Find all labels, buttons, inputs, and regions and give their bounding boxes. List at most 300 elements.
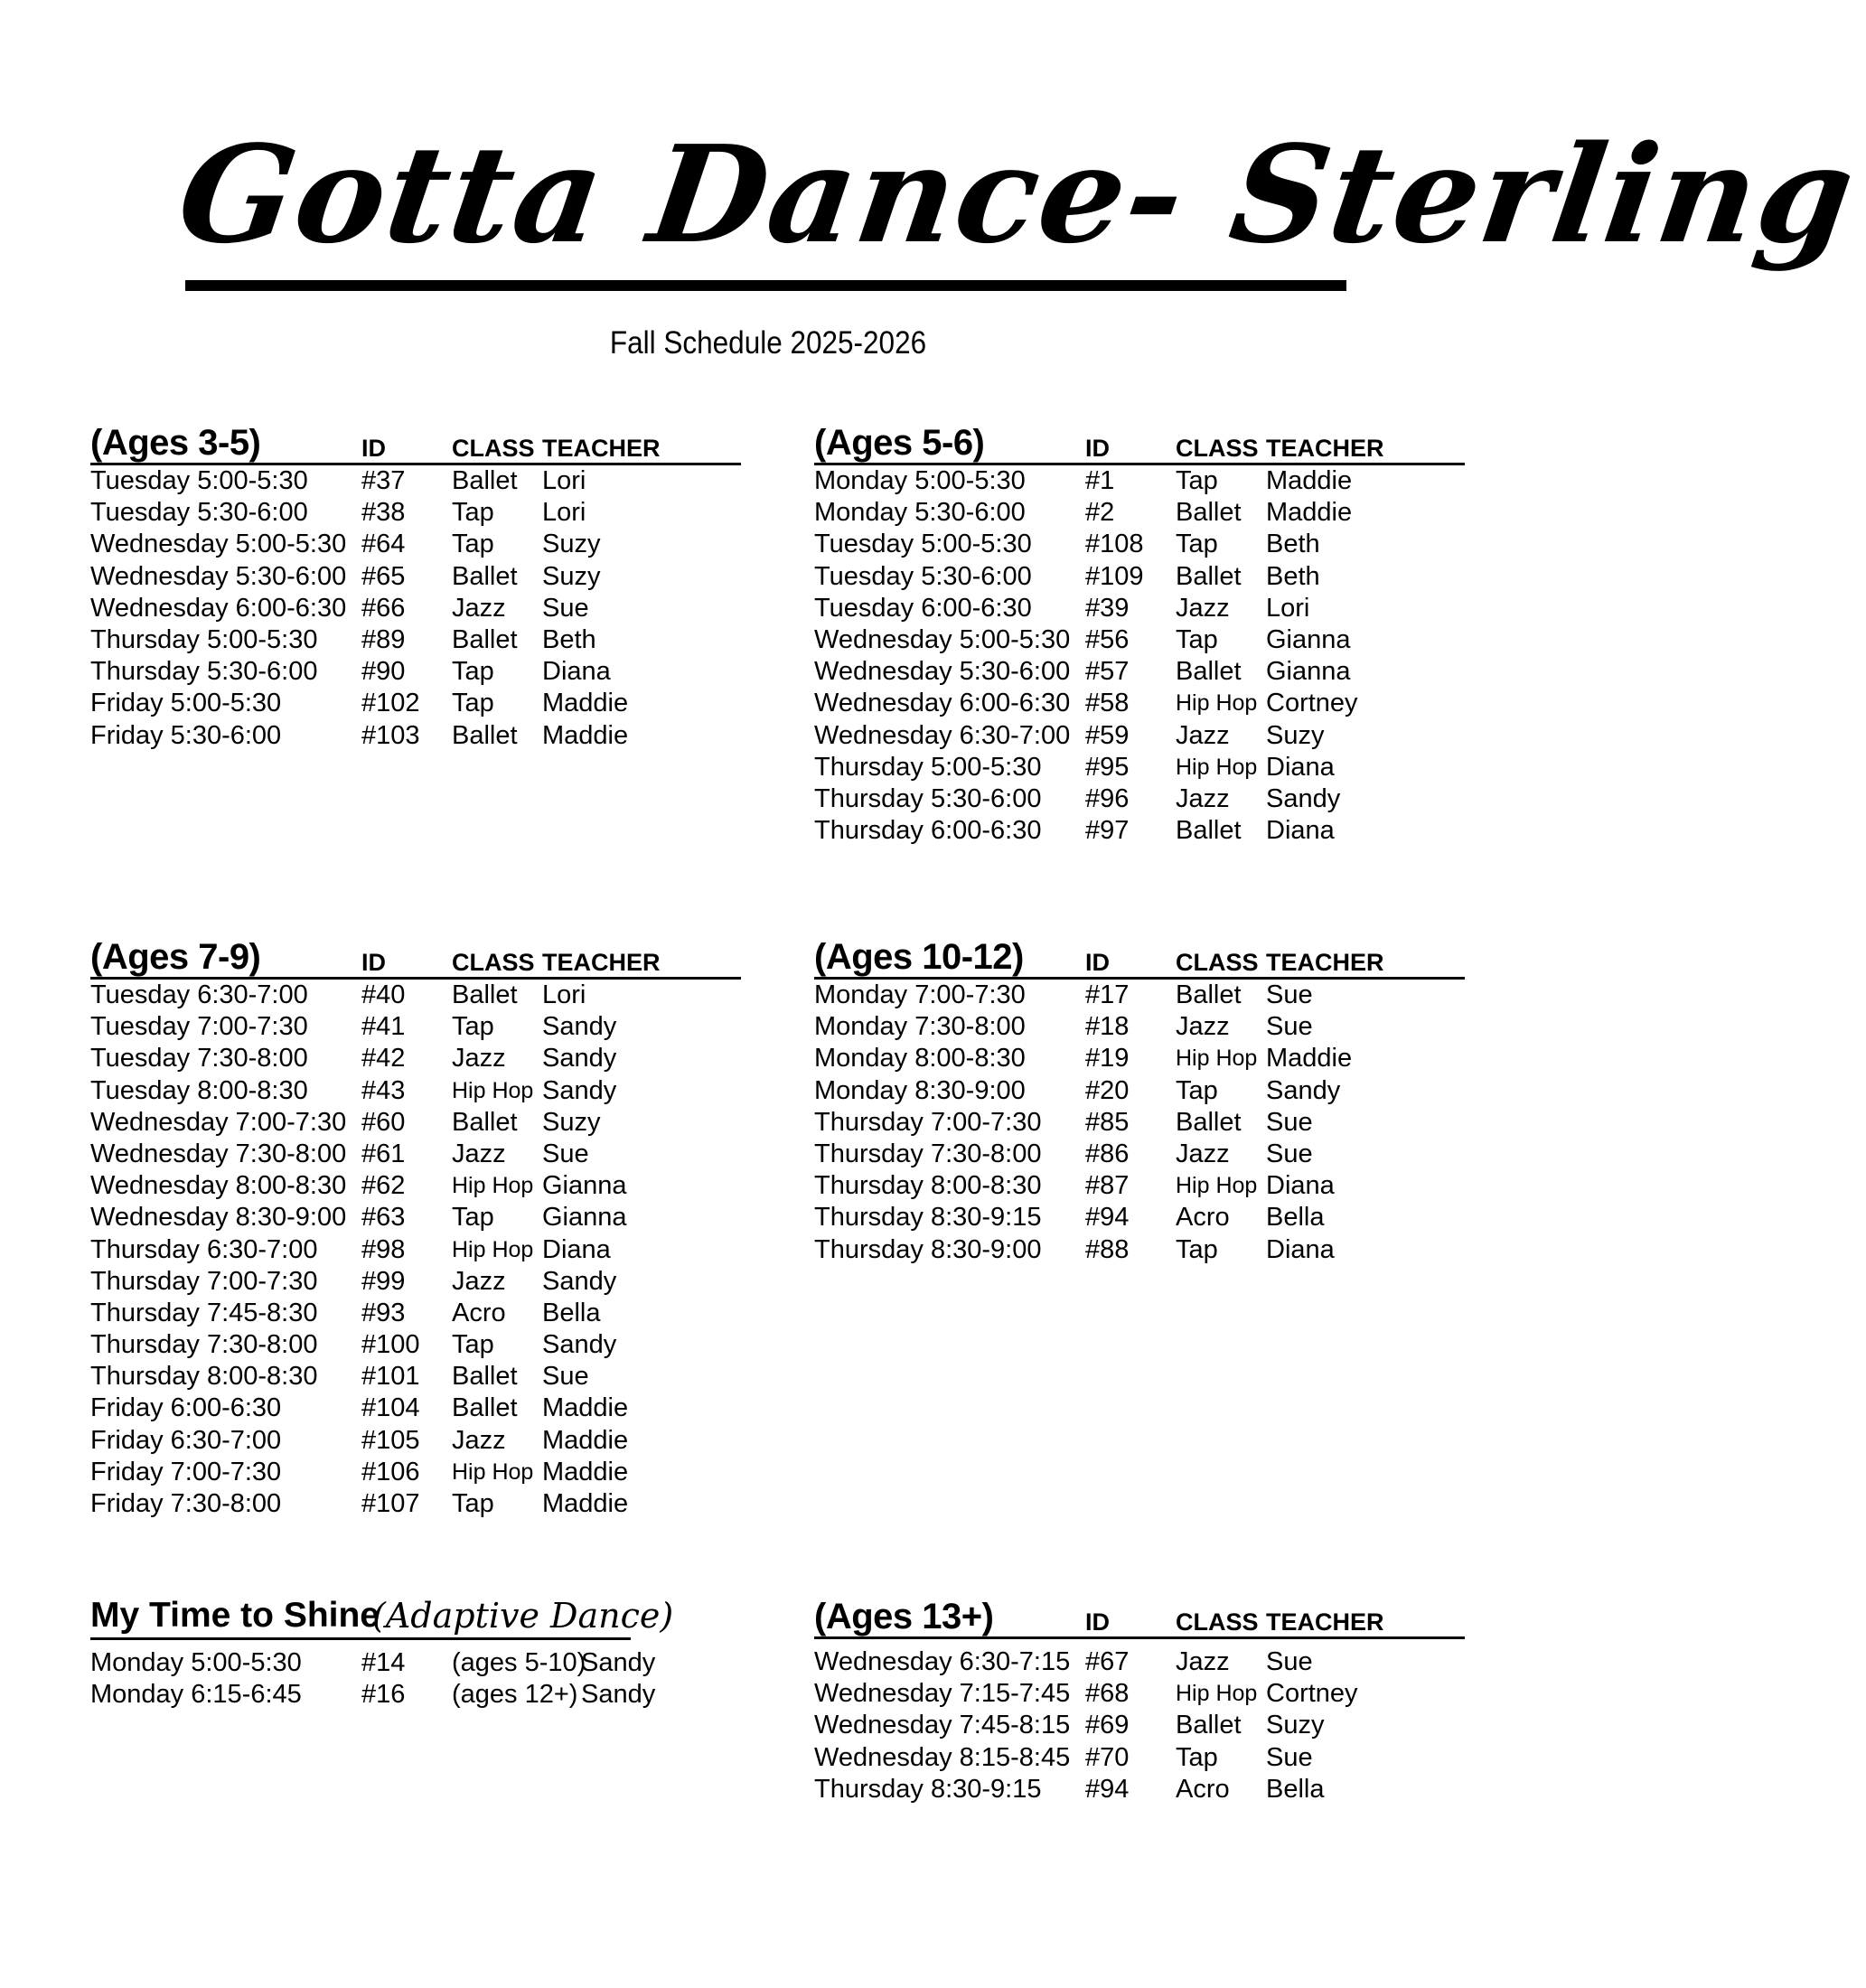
class-row bbox=[90, 529, 741, 560]
class-time: Friday 7:30-8:00 bbox=[90, 1489, 282, 1518]
class-time: Wednesday 6:30-7:00 bbox=[814, 720, 1071, 750]
class-time: Monday 5:00-5:30 bbox=[814, 466, 1026, 495]
class-id: #96 bbox=[1085, 783, 1130, 813]
class-id: #2 bbox=[1085, 498, 1115, 528]
class-teacher: Sue bbox=[1266, 1742, 1313, 1772]
class-row bbox=[814, 720, 1465, 752]
class-teacher: Maddie bbox=[1266, 1044, 1353, 1074]
class-name: Acro bbox=[1176, 1774, 1230, 1804]
class-teacher: Sandy bbox=[542, 1012, 617, 1042]
class-teacher: Diana bbox=[542, 1234, 611, 1264]
class-teacher: Diana bbox=[1266, 816, 1335, 846]
class-teacher: Suzy bbox=[1266, 1711, 1325, 1740]
class-id: #17 bbox=[1085, 980, 1130, 1009]
class-teacher: Lori bbox=[542, 980, 586, 1009]
class-time: Friday 6:30-7:00 bbox=[90, 1425, 282, 1455]
class-name: Tap bbox=[452, 530, 494, 559]
class-row bbox=[814, 465, 1465, 497]
class-teacher: Maddie bbox=[542, 1393, 629, 1423]
class-teacher: Beth bbox=[1266, 530, 1320, 559]
class-teacher: Sandy bbox=[1266, 1075, 1341, 1105]
class-teacher: Beth bbox=[1266, 561, 1320, 591]
class-teacher: Gianna bbox=[542, 1203, 627, 1233]
class-row bbox=[90, 1298, 741, 1329]
class-time: Tuesday 5:00-5:30 bbox=[90, 466, 308, 495]
class-time: Thursday 6:30-7:00 bbox=[90, 1234, 318, 1264]
section-title: (Ages 10-12) bbox=[814, 937, 1024, 977]
class-row bbox=[814, 1107, 1465, 1139]
studio-title-block bbox=[169, 108, 1865, 325]
class-name: Tap bbox=[452, 1330, 494, 1360]
class-id: #58 bbox=[1085, 689, 1130, 718]
class-id: #103 bbox=[361, 720, 420, 750]
class-time: Tuesday 6:30-7:00 bbox=[90, 980, 308, 1009]
column-header-class: CLASS bbox=[1176, 949, 1259, 976]
class-id: #87 bbox=[1085, 1171, 1130, 1201]
class-time: Wednesday 7:30-8:00 bbox=[90, 1139, 347, 1168]
class-time: Monday 8:30-9:00 bbox=[814, 1075, 1026, 1105]
class-id: #56 bbox=[1085, 624, 1130, 654]
class-teacher: Sandy bbox=[1266, 783, 1341, 813]
class-row bbox=[90, 1107, 741, 1139]
class-name: Ballet bbox=[452, 720, 518, 750]
class-name: Ballet bbox=[452, 1362, 518, 1392]
class-row bbox=[90, 497, 741, 529]
column-header-teacher: TEACHER bbox=[1266, 949, 1384, 976]
class-teacher: Suzy bbox=[542, 1107, 601, 1137]
class-row bbox=[90, 656, 741, 688]
class-teacher: Maddie bbox=[542, 1489, 629, 1518]
section-header bbox=[90, 423, 741, 465]
class-row bbox=[814, 593, 1465, 624]
class-time: Monday 8:00-8:30 bbox=[814, 1044, 1026, 1074]
class-id: #63 bbox=[361, 1203, 406, 1233]
class-name: Tap bbox=[452, 1203, 494, 1233]
class-row bbox=[814, 1043, 1465, 1074]
class-teacher: Diana bbox=[542, 657, 611, 687]
class-time: Wednesday 5:30-6:00 bbox=[814, 657, 1071, 687]
class-name: Ballet bbox=[1176, 816, 1242, 846]
class-time: Wednesday 5:00-5:30 bbox=[814, 624, 1071, 654]
class-id: #109 bbox=[1085, 561, 1144, 591]
class-row bbox=[814, 1742, 1465, 1774]
class-name: Hip Hop bbox=[452, 1173, 534, 1199]
class-row bbox=[814, 561, 1465, 593]
class-id: #94 bbox=[1085, 1774, 1130, 1804]
class-teacher: Maddie bbox=[1266, 498, 1353, 528]
class-teacher: Lori bbox=[542, 466, 586, 495]
class-teacher: Beth bbox=[542, 624, 596, 654]
class-time: Wednesday 7:45-8:15 bbox=[814, 1711, 1071, 1740]
section-header bbox=[90, 937, 741, 980]
class-row bbox=[814, 1170, 1465, 1202]
class-time: Thursday 5:30-6:00 bbox=[90, 657, 318, 687]
class-id: #60 bbox=[361, 1107, 406, 1137]
class-name: Ballet bbox=[1176, 980, 1242, 1009]
section-header bbox=[814, 937, 1465, 980]
class-row bbox=[90, 1202, 741, 1233]
class-row bbox=[814, 1234, 1465, 1266]
class-name: Jazz bbox=[1176, 720, 1230, 750]
class-time: Wednesday 7:15-7:45 bbox=[814, 1679, 1071, 1709]
class-name: Jazz bbox=[1176, 1647, 1230, 1676]
section-ages-13-plus bbox=[814, 1597, 1465, 1805]
class-name: Jazz bbox=[1176, 1012, 1230, 1042]
class-list bbox=[814, 1646, 1465, 1805]
class-teacher: Sandy bbox=[581, 1680, 656, 1710]
class-teacher: Sandy bbox=[542, 1044, 617, 1074]
class-row bbox=[814, 1678, 1465, 1710]
class-teacher: Maddie bbox=[1266, 466, 1353, 495]
class-teacher: Sue bbox=[1266, 1107, 1313, 1137]
class-teacher: Sue bbox=[1266, 1139, 1313, 1168]
class-time: Monday 5:30-6:00 bbox=[814, 498, 1026, 528]
class-time: Thursday 8:30-9:15 bbox=[814, 1203, 1042, 1233]
class-name: Hip Hop bbox=[1176, 1173, 1258, 1199]
class-row bbox=[814, 1075, 1465, 1107]
class-teacher: Gianna bbox=[1266, 624, 1351, 654]
class-id: #66 bbox=[361, 593, 406, 623]
class-row bbox=[90, 1139, 741, 1170]
class-row bbox=[90, 688, 741, 719]
class-teacher: Gianna bbox=[1266, 657, 1351, 687]
class-teacher: Suzy bbox=[542, 561, 601, 591]
class-time: Wednesday 7:00-7:30 bbox=[90, 1107, 347, 1137]
class-id: #42 bbox=[361, 1044, 406, 1074]
class-teacher: Suzy bbox=[542, 530, 601, 559]
column-header-id: ID bbox=[1085, 949, 1110, 976]
section-header bbox=[814, 423, 1465, 465]
column-header-class: CLASS bbox=[452, 949, 535, 976]
class-id: #98 bbox=[361, 1234, 406, 1264]
class-id: #59 bbox=[1085, 720, 1130, 750]
class-time: Wednesday 8:00-8:30 bbox=[90, 1171, 347, 1201]
class-id: #19 bbox=[1085, 1044, 1130, 1074]
class-row bbox=[90, 1329, 741, 1361]
column-header-class: CLASS bbox=[1176, 1608, 1259, 1636]
class-row bbox=[814, 1139, 1465, 1170]
class-teacher: Cortney bbox=[1266, 1679, 1358, 1709]
column-header-teacher: TEACHER bbox=[1266, 1608, 1384, 1636]
class-time: Wednesday 6:00-6:30 bbox=[814, 689, 1071, 718]
class-teacher: Lori bbox=[542, 498, 586, 528]
class-row bbox=[814, 656, 1465, 688]
section-title: My Time to Shine bbox=[90, 1596, 380, 1635]
class-row bbox=[814, 688, 1465, 719]
class-name: Tap bbox=[452, 689, 494, 718]
studio-title: Gotta Dance- Sterling bbox=[169, 116, 1865, 273]
class-row bbox=[814, 1646, 1465, 1678]
class-name: Ballet bbox=[452, 1393, 518, 1423]
class-row bbox=[814, 624, 1465, 656]
class-id: #37 bbox=[361, 466, 406, 495]
class-row bbox=[90, 561, 741, 593]
class-teacher: Sue bbox=[542, 1362, 589, 1392]
class-teacher: Bella bbox=[1266, 1203, 1325, 1233]
column-header-teacher: TEACHER bbox=[542, 435, 661, 462]
class-name: Jazz bbox=[1176, 1139, 1230, 1168]
class-id: #94 bbox=[1085, 1203, 1130, 1233]
column-header-id: ID bbox=[1085, 1608, 1110, 1636]
class-name: Tap bbox=[1176, 624, 1218, 654]
class-teacher: Lori bbox=[1266, 593, 1310, 623]
class-id: #69 bbox=[1085, 1711, 1130, 1740]
class-time: Thursday 8:00-8:30 bbox=[90, 1362, 318, 1392]
class-time: Wednesday 5:00-5:30 bbox=[90, 530, 347, 559]
class-row bbox=[814, 529, 1465, 560]
class-row bbox=[90, 1011, 741, 1043]
section-subtitle: (Adaptive Dance) bbox=[372, 1596, 674, 1636]
class-teacher: Bella bbox=[1266, 1774, 1325, 1804]
class-list bbox=[90, 465, 741, 752]
class-id: #97 bbox=[1085, 816, 1130, 846]
column-header-id: ID bbox=[361, 435, 386, 462]
class-ages: (ages 5-10) bbox=[452, 1648, 586, 1677]
class-id: #39 bbox=[1085, 593, 1130, 623]
class-teacher: Sandy bbox=[542, 1330, 617, 1360]
class-time: Monday 7:00-7:30 bbox=[814, 980, 1026, 1009]
class-time: Wednesday 6:30-7:15 bbox=[814, 1647, 1071, 1676]
class-time: Tuesday 7:30-8:00 bbox=[90, 1044, 308, 1074]
class-id: #105 bbox=[361, 1425, 420, 1455]
class-time: Thursday 7:00-7:30 bbox=[90, 1266, 318, 1296]
column-header-class: CLASS bbox=[452, 435, 535, 462]
class-id: #62 bbox=[361, 1171, 406, 1201]
class-time: Monday 5:00-5:30 bbox=[90, 1648, 302, 1677]
class-teacher: Diana bbox=[1266, 1171, 1335, 1201]
class-id: #61 bbox=[361, 1139, 406, 1168]
class-row bbox=[814, 783, 1465, 815]
class-time: Wednesday 8:15-8:45 bbox=[814, 1742, 1071, 1772]
section-ages-3-5 bbox=[90, 423, 741, 752]
class-name: Jazz bbox=[452, 1266, 506, 1296]
class-name: Tap bbox=[452, 498, 494, 528]
class-name: Ballet bbox=[452, 466, 518, 495]
class-name: Hip Hop bbox=[1176, 690, 1258, 717]
class-time: Tuesday 8:00-8:30 bbox=[90, 1075, 308, 1105]
class-row bbox=[90, 1647, 741, 1679]
class-row bbox=[90, 1043, 741, 1074]
class-row bbox=[90, 593, 741, 624]
class-name: Ballet bbox=[1176, 498, 1242, 528]
class-id: #89 bbox=[361, 624, 406, 654]
class-time: Tuesday 7:00-7:30 bbox=[90, 1012, 308, 1042]
section-title: (Ages 3-5) bbox=[90, 423, 261, 463]
class-row bbox=[814, 1202, 1465, 1233]
class-teacher: Maddie bbox=[542, 1425, 629, 1455]
class-id: #14 bbox=[361, 1648, 406, 1677]
class-row bbox=[814, 497, 1465, 529]
section-title: (Ages 7-9) bbox=[90, 937, 261, 977]
class-row bbox=[814, 815, 1465, 847]
class-id: #85 bbox=[1085, 1107, 1130, 1137]
section-title: (Ages 5-6) bbox=[814, 423, 985, 463]
class-list bbox=[814, 465, 1465, 847]
class-id: #1 bbox=[1085, 466, 1115, 495]
class-name: Tap bbox=[452, 1489, 494, 1518]
class-name: Jazz bbox=[452, 593, 506, 623]
class-teacher: Sue bbox=[1266, 980, 1313, 1009]
class-name: Tap bbox=[1176, 530, 1218, 559]
class-teacher: Maddie bbox=[542, 689, 629, 718]
class-row bbox=[90, 1457, 741, 1488]
class-time: Tuesday 5:30-6:00 bbox=[814, 561, 1032, 591]
class-time: Wednesday 8:30-9:00 bbox=[90, 1203, 347, 1233]
class-teacher: Sandy bbox=[542, 1266, 617, 1296]
class-name: Jazz bbox=[1176, 593, 1230, 623]
class-name: Jazz bbox=[452, 1425, 506, 1455]
class-row bbox=[90, 1361, 741, 1393]
class-row bbox=[814, 752, 1465, 783]
column-header-teacher: TEACHER bbox=[1266, 435, 1384, 462]
class-time: Friday 5:30-6:00 bbox=[90, 720, 282, 750]
class-teacher: Cortney bbox=[1266, 689, 1358, 718]
class-row bbox=[814, 1710, 1465, 1741]
class-time: Thursday 8:00-8:30 bbox=[814, 1171, 1042, 1201]
class-teacher: Sue bbox=[542, 1139, 589, 1168]
class-teacher: Sandy bbox=[581, 1648, 656, 1677]
class-id: #100 bbox=[361, 1330, 420, 1360]
class-id: #107 bbox=[361, 1489, 420, 1518]
class-time: Thursday 7:30-8:00 bbox=[90, 1330, 318, 1360]
class-teacher: Diana bbox=[1266, 1234, 1335, 1264]
class-time: Thursday 6:00-6:30 bbox=[814, 816, 1042, 846]
class-row bbox=[90, 1425, 741, 1457]
section-ages-5-6 bbox=[814, 423, 1465, 847]
class-name: Acro bbox=[1176, 1203, 1230, 1233]
class-time: Thursday 8:30-9:15 bbox=[814, 1774, 1042, 1804]
class-teacher: Sue bbox=[1266, 1647, 1313, 1676]
section-header bbox=[814, 1597, 1465, 1639]
class-id: #38 bbox=[361, 498, 406, 528]
class-teacher: Diana bbox=[1266, 752, 1335, 782]
class-id: #90 bbox=[361, 657, 406, 687]
class-time: Wednesday 5:30-6:00 bbox=[90, 561, 347, 591]
class-row bbox=[90, 465, 741, 497]
class-name: Tap bbox=[452, 657, 494, 687]
class-id: #86 bbox=[1085, 1139, 1130, 1168]
class-teacher: Sue bbox=[1266, 1012, 1313, 1042]
class-name: Hip Hop bbox=[1176, 754, 1258, 780]
class-id: #43 bbox=[361, 1075, 406, 1105]
class-row bbox=[814, 1011, 1465, 1043]
class-row bbox=[814, 980, 1465, 1011]
class-time: Friday 6:00-6:30 bbox=[90, 1393, 282, 1423]
class-id: #70 bbox=[1085, 1742, 1130, 1772]
class-id: #106 bbox=[361, 1457, 420, 1486]
schedule-subtitle: Fall Schedule 2025-2026 bbox=[609, 325, 927, 361]
class-time: Thursday 7:45-8:30 bbox=[90, 1298, 318, 1327]
class-id: #102 bbox=[361, 689, 420, 718]
class-name: Jazz bbox=[1176, 783, 1230, 813]
section-my-time-to-shine bbox=[90, 1592, 741, 1711]
class-row bbox=[90, 720, 741, 752]
class-name: Hip Hop bbox=[452, 1077, 534, 1103]
class-list bbox=[814, 980, 1465, 1266]
class-id: #41 bbox=[361, 1012, 406, 1042]
class-name: Tap bbox=[1176, 466, 1218, 495]
class-name: Ballet bbox=[1176, 561, 1242, 591]
title-underline bbox=[185, 280, 1346, 291]
column-header-teacher: TEACHER bbox=[542, 949, 661, 976]
class-time: Friday 5:00-5:30 bbox=[90, 689, 282, 718]
section-ages-10-12 bbox=[814, 937, 1465, 1266]
class-id: #65 bbox=[361, 561, 406, 591]
class-time: Tuesday 5:00-5:30 bbox=[814, 530, 1032, 559]
class-time: Tuesday 6:00-6:30 bbox=[814, 593, 1032, 623]
class-id: #67 bbox=[1085, 1647, 1130, 1676]
class-name: Tap bbox=[452, 1012, 494, 1042]
column-header-id: ID bbox=[361, 949, 386, 976]
class-time: Monday 7:30-8:00 bbox=[814, 1012, 1026, 1042]
class-time: Thursday 7:30-8:00 bbox=[814, 1139, 1042, 1168]
class-name: Hip Hop bbox=[1176, 1046, 1258, 1072]
column-header-class: CLASS bbox=[1176, 435, 1259, 462]
class-teacher: Gianna bbox=[542, 1171, 627, 1201]
class-name: Ballet bbox=[452, 980, 518, 1009]
class-name: Jazz bbox=[452, 1044, 506, 1074]
class-row bbox=[90, 1170, 741, 1202]
class-id: #108 bbox=[1085, 530, 1144, 559]
class-teacher: Maddie bbox=[542, 720, 629, 750]
class-teacher: Bella bbox=[542, 1298, 601, 1327]
class-name: Tap bbox=[1176, 1742, 1218, 1772]
class-teacher: Sue bbox=[542, 593, 589, 623]
class-row bbox=[90, 1488, 741, 1520]
class-name: Acro bbox=[452, 1298, 506, 1327]
class-time: Thursday 8:30-9:00 bbox=[814, 1234, 1042, 1264]
class-time: Monday 6:15-6:45 bbox=[90, 1680, 302, 1710]
class-id: #20 bbox=[1085, 1075, 1130, 1105]
class-name: Jazz bbox=[452, 1139, 506, 1168]
class-name: Ballet bbox=[452, 1107, 518, 1137]
class-teacher: Sandy bbox=[542, 1075, 617, 1105]
class-id: #40 bbox=[361, 980, 406, 1009]
class-id: #57 bbox=[1085, 657, 1130, 687]
class-id: #95 bbox=[1085, 752, 1130, 782]
class-name: Tap bbox=[1176, 1234, 1218, 1264]
class-time: Thursday 5:00-5:30 bbox=[90, 624, 318, 654]
class-time: Tuesday 5:30-6:00 bbox=[90, 498, 308, 528]
class-row bbox=[814, 1774, 1465, 1805]
class-name: Ballet bbox=[452, 561, 518, 591]
section-ages-7-9 bbox=[90, 937, 741, 1520]
section-header bbox=[90, 1592, 674, 1640]
class-time: Wednesday 6:00-6:30 bbox=[90, 593, 347, 623]
class-teacher: Maddie bbox=[542, 1457, 629, 1486]
class-id: #16 bbox=[361, 1680, 406, 1710]
class-time: Thursday 5:00-5:30 bbox=[814, 752, 1042, 782]
class-time: Thursday 5:30-6:00 bbox=[814, 783, 1042, 813]
section-title: (Ages 13+) bbox=[814, 1597, 994, 1636]
class-id: #64 bbox=[361, 530, 406, 559]
class-row bbox=[90, 1679, 741, 1711]
class-id: #104 bbox=[361, 1393, 420, 1423]
class-row bbox=[90, 1393, 741, 1424]
class-list bbox=[90, 980, 741, 1520]
class-ages: (ages 12+) bbox=[452, 1680, 578, 1710]
column-header-id: ID bbox=[1085, 435, 1110, 462]
class-row bbox=[90, 980, 741, 1011]
class-name: Hip Hop bbox=[452, 1458, 534, 1485]
class-row bbox=[90, 1266, 741, 1298]
class-name: Ballet bbox=[1176, 1107, 1242, 1137]
class-id: #88 bbox=[1085, 1234, 1130, 1264]
class-id: #68 bbox=[1085, 1679, 1130, 1709]
class-row bbox=[90, 1234, 741, 1266]
class-teacher: Suzy bbox=[1266, 720, 1325, 750]
class-name: Hip Hop bbox=[1176, 1681, 1258, 1707]
